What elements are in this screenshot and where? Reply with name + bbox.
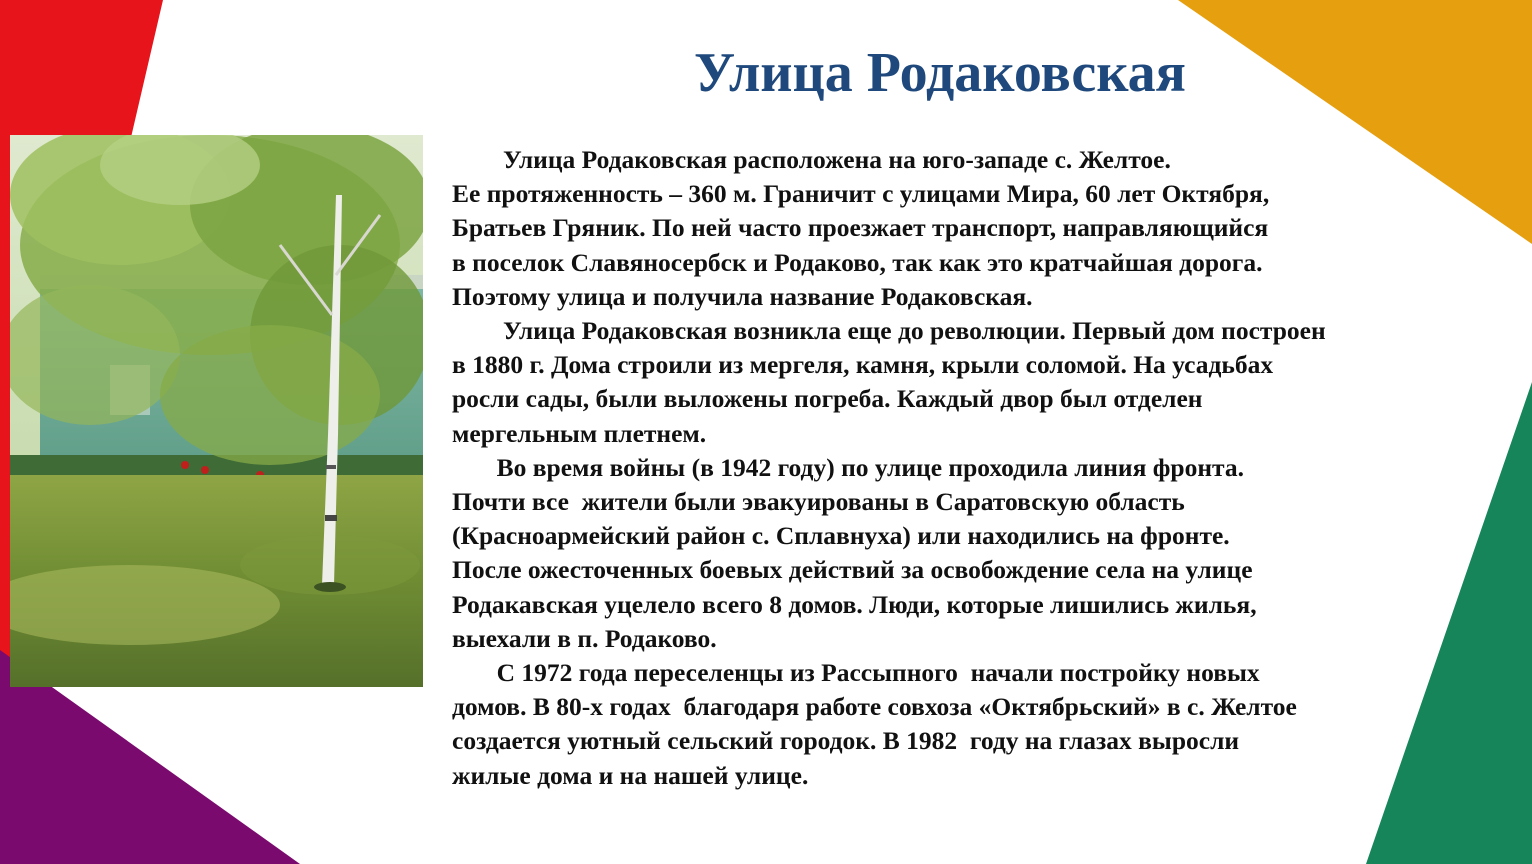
text-line: росли сады, были выложены погреба. Каждый двор был отделен — [452, 384, 1203, 414]
text-line: Улица Родаковская возникла еще до революции. Первый дом построен — [452, 316, 1326, 346]
text-line: создается уютный сельский городок. В 1982 году на глазах выросли — [452, 726, 1240, 756]
text-line: Почти все жители были эвакуированы в Саратовскую область — [452, 487, 1185, 517]
description-text — [452, 143, 1532, 793]
text-line: домов. В 80-х годах благодаря работе совхоза «Октябрьский» в с. Желтое — [452, 692, 1297, 722]
text-line: После ожесточенных боевых действий за освобождение села на улице — [452, 555, 1253, 585]
text-line: Ее протяженность – 360 м. Граничит с улицами Мира, 60 лет Октября, — [452, 179, 1270, 209]
text-line: Братьев Гряник. По ней часто проезжает транспорт, направляющийся — [452, 213, 1269, 243]
page-title: Улица Родаковская — [694, 42, 1186, 104]
text-line: С 1972 года переселенцы из Рассыпного начали постройку новых — [452, 658, 1260, 688]
text-line: в поселок Славяносербск и Родаково, так как это кратчайшая дорога. — [452, 247, 1263, 277]
text-line: Улица Родаковская расположена на юго-западе с. Желтое. — [452, 145, 1171, 174]
text-line: Поэтому улица и получила название Родаковская. — [452, 281, 1033, 311]
text-line: мергельным плетнем. — [452, 418, 707, 448]
text-line: Во время войны (в 1942 году) по улице проходила линия фронта. — [452, 452, 1244, 482]
text-line: (Красноармейский район с. Сплавнуха) или находились на фронте. — [452, 521, 1230, 551]
text-line: Родакавская уцелело всего 8 домов. Люди, которые лишились жилья, — [452, 589, 1257, 619]
birch-tree-photo — [10, 135, 423, 687]
text-line: жилые дома и на нашей улице. — [452, 760, 809, 790]
text-line: в 1880 г. Дома строили из мергеля, камня, крыли соломой. На усадьбах — [452, 350, 1274, 380]
text-line: выехали в п. Родаково. — [452, 623, 717, 653]
